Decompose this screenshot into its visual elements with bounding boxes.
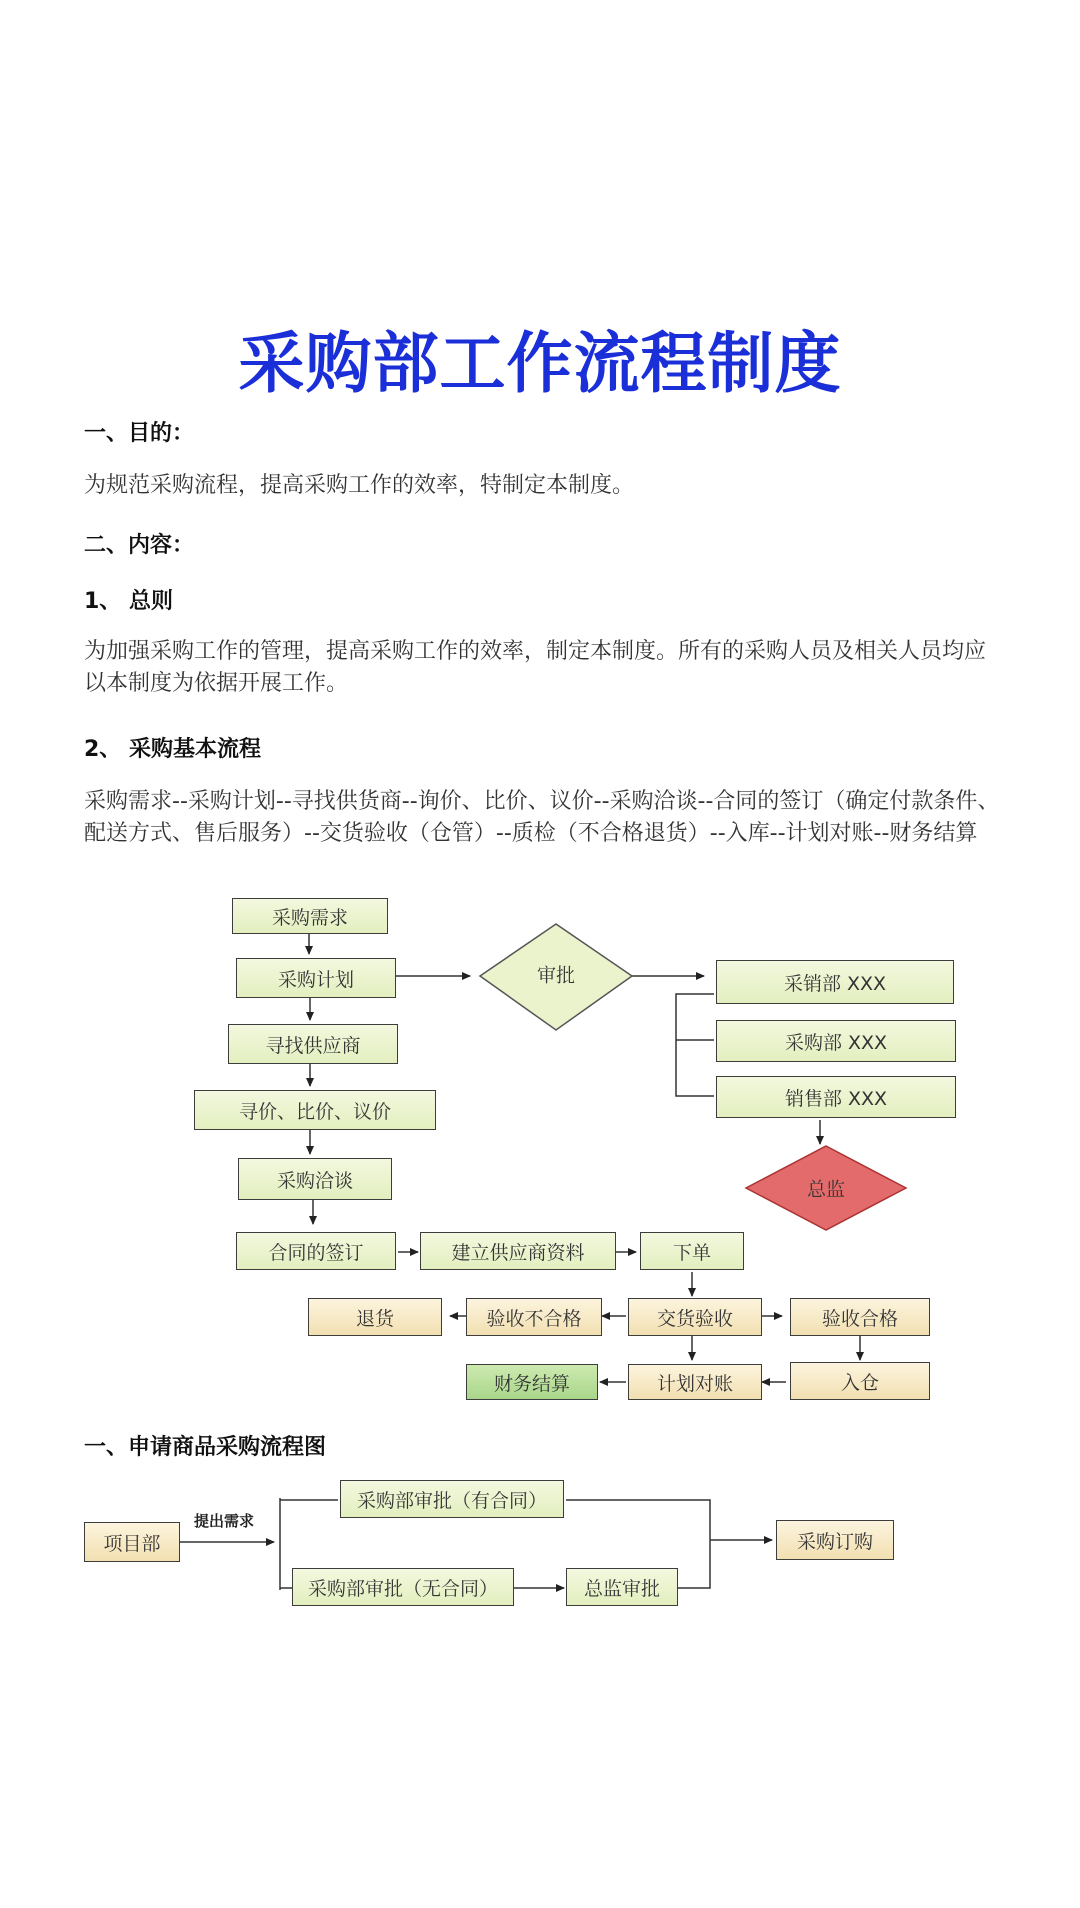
box-negotiate: 采购洽谈 [238, 1158, 392, 1200]
box-warehouse: 入仓 [790, 1362, 930, 1400]
box-finance: 财务结算 [466, 1364, 598, 1400]
box-reject: 验收不合格 [466, 1298, 602, 1336]
box-return-goods: 退货 [308, 1298, 442, 1336]
box-order: 下单 [640, 1232, 744, 1270]
box-inquiry: 寻价、比价、议价 [194, 1090, 436, 1130]
submit-label: 提出需求 [194, 1512, 255, 1530]
box-with-contract: 采购部审批（有合同） [340, 1480, 564, 1518]
process-heading: 2、 采购基本流程 [84, 737, 261, 762]
approve-label: 审批 [536, 964, 576, 987]
purpose-text: 为规范采购流程，提高采购工作的效率，特制定本制度。 [84, 473, 635, 498]
box-project-dept: 项目部 [84, 1522, 180, 1562]
box-purchase-order: 采购订购 [776, 1520, 894, 1560]
box-delivery-check: 交货验收 [628, 1298, 762, 1336]
box-director-approve: 总监审批 [566, 1568, 678, 1606]
purpose-heading: 一、目的： [84, 421, 195, 446]
general-heading: 1、 总则 [84, 589, 173, 614]
director-label: 总监 [806, 1178, 846, 1201]
box-reconcile: 计划对账 [628, 1364, 762, 1400]
box-demand: 采购需求 [232, 898, 388, 934]
box-dept-sales: 销售部 XXX [716, 1076, 956, 1118]
box-supplier-data: 建立供应商资料 [420, 1232, 616, 1270]
bracket-departments [676, 994, 714, 1096]
process-text: 采购需求--采购计划--寻找供货商--询价、比价、议价--采购洽谈--合同的签订（确定付款条件、配送方式、售后服务）--交货验收（仓管）--质检（不合格退货）--入库--计划对账--财务结算 [84, 789, 1000, 846]
page-title: 采购部工作流程制度 [238, 325, 842, 402]
content-heading: 二、内容： [84, 533, 195, 558]
box-find-supplier: 寻找供应商 [228, 1024, 398, 1064]
box-contract: 合同的签订 [236, 1232, 396, 1270]
box-plan: 采购计划 [236, 958, 396, 998]
box-without-contract: 采购部审批（无合同） [292, 1568, 514, 1606]
apply-heading: 一、申请商品采购流程图 [84, 1435, 327, 1460]
box-dept-purchase: 采购部 XXX [716, 1020, 956, 1062]
general-text: 为加强采购工作的管理，提高采购工作的效率，制定本制度。所有的采购人员及相关人员均应以本制度为依据开展工作。 [84, 639, 987, 696]
box-accept: 验收合格 [790, 1298, 930, 1336]
box-dept-sales-purchase: 采销部 XXX [716, 960, 954, 1004]
